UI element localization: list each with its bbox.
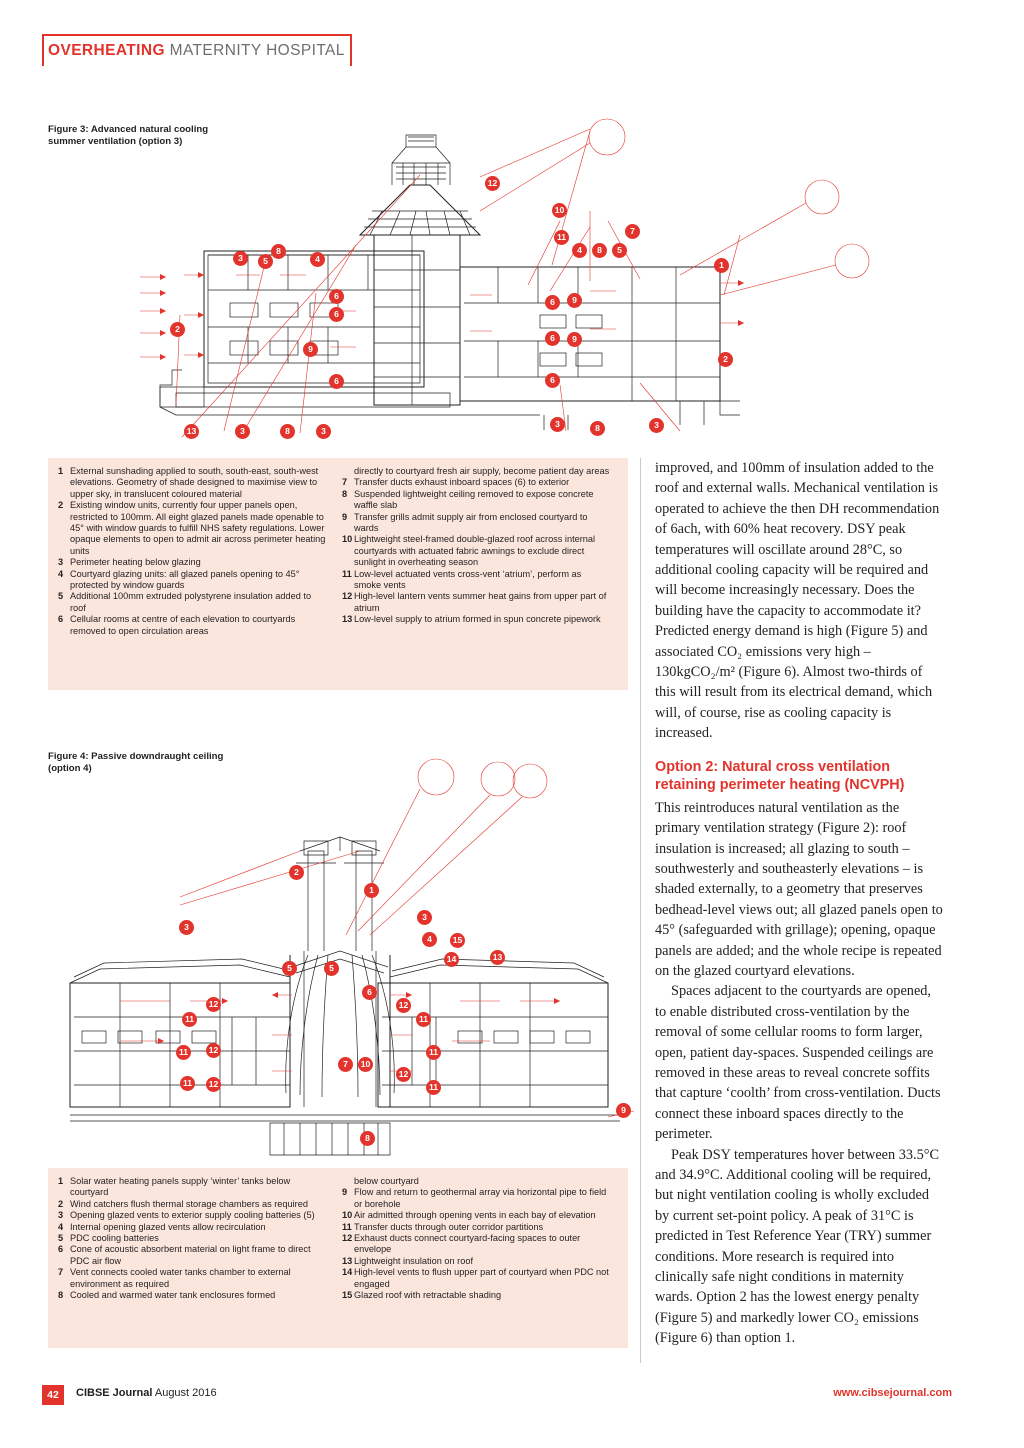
figure-3-key (48, 458, 628, 690)
article-paragraph-4: Peak DSY temperatures hover between 33.5°C and 34.9°C. Additional cooling will be required, but night ventilation cooling is wholly excluded by current set-point policy. A peak of 31°C is predicted in Test Reference Year (TRY) summer conditions. More research is required into clinically safe night conditions in maternity wards. Option 2 has the lowest energy penalty (Figure 5) and markedly lower CO₂ emissions (Figure 6) than option 1. (655, 1146, 940, 1347)
callout-9c: 9 (567, 332, 582, 347)
callout-3c: 3 (316, 424, 331, 439)
article-paragraph-1: improved, and 100mm of insulation added to the roof and external walls. Mechanical ventilation is operated to achieve the then DH recommendation of 6ach, with 60% heat recovery. DSY peak temperatures will oscillate around 28°C, so additional cooling capacity will be required and will become increasingly necessary. Does the building have the capacity to accommodate it? Predicted energy demand is high (Figure 5) and associated CO₂ emissions very high – 130kgCO₂/m² (Figure 6). Almost two-thirds of this will result from its electrical demand, which will, of course, rise as cooling capacity is increased. (655, 460, 940, 742)
callout-f4-8: 8 (360, 1131, 375, 1146)
key-item: 1 External sunshading applied to south, south-east, south-west elevations. Geometry of shade designed to maximise view to upper sky, in translucent coloured material (58, 466, 319, 499)
figure-3-key-column-right (342, 466, 610, 637)
callout-7: 7 (625, 224, 640, 239)
key-item: 10 Lightweight steel-framed double-glazed roof across internal courtyards with actuated fabric awnings to exclude direct sunlight in overheating season (342, 534, 596, 568)
callout-13: 13 (184, 424, 199, 439)
footer-issue-date: August 2016 (154, 1387, 217, 1399)
callout-6b: 6 (329, 307, 344, 322)
callout-8a: 8 (271, 244, 286, 259)
callout-11: 11 (554, 230, 569, 245)
header-rule-right (350, 34, 352, 66)
article-column (655, 458, 945, 1349)
callout-f4-10: 10 (358, 1057, 373, 1072)
callout-f4-11d: 11 (426, 1045, 441, 1060)
key-item: 7 Transfer ducts exhaust inboard spaces (6) to exterior (342, 477, 570, 488)
article-subheading: Option 2: Natural cross ventilation retaining perimeter heating (NCVPH) (655, 758, 905, 794)
callout-6e: 6 (329, 374, 344, 389)
callout-3e: 3 (649, 418, 664, 433)
callout-4a: 4 (310, 252, 325, 267)
callout-f4-13: 13 (490, 950, 505, 965)
callout-f4-11e: 11 (180, 1076, 195, 1091)
callout-3d: 3 (550, 417, 565, 432)
page-header (42, 34, 352, 66)
key-item: 12 Exhaust ducts connect courtyard-facing spaces to outer envelope (342, 1233, 581, 1255)
article-paragraph-2: This reintroduces natural ventilation as the primary ventilation strategy (Figure 2): roof insulation is increased; all glazing to south – southwesterly and southeasterly elevations – is shaded externally, to a geometry that preserves bedhead-level views out; all glazed panels open to 45° (safeguarded with grillage); opening, opaque panels are added; and the whole recipe is repeated on the glazed courtyard elevations. (655, 799, 943, 979)
key-item: 7 Vent connects cooled water tanks chamber to external environment as required (58, 1267, 291, 1289)
key-item: 13 Lightweight insulation on roof (342, 1255, 474, 1266)
callout-8b: 8 (592, 243, 607, 258)
callout-f4-11f: 11 (426, 1080, 441, 1095)
callout-8d: 8 (590, 421, 605, 436)
callout-2a: 2 (170, 322, 185, 337)
callout-3a: 3 (233, 251, 248, 266)
key-item: 11 Transfer ducts through outer corridor partitions (342, 1221, 544, 1232)
callout-6d: 6 (545, 331, 560, 346)
key-item: 11 Low-level actuated vents cross-vent ‘atrium’, perform as smoke vents (342, 568, 582, 591)
header-subtitle: MATERNITY HOSPITAL (169, 42, 345, 59)
column-divider (640, 458, 641, 1363)
figure-4-drawing (60, 755, 640, 1165)
callout-f4-15: 15 (450, 933, 465, 948)
footer-publication (76, 1387, 217, 1399)
key-item: 9 Transfer grills admit supply air from enclosed courtyard to wards (342, 511, 588, 534)
figure-3-key-column-left (58, 466, 326, 637)
key-item: 5 Additional 100mm extruded polystyrene insulation added to roof (58, 591, 312, 613)
key-item: directly to courtyard fresh air supply, become patient day areas (354, 466, 610, 476)
key-item: 14 High-level vents to flush upper part of courtyard when PDC not engaged (342, 1267, 609, 1289)
callout-5a: 5 (258, 254, 273, 269)
key-item: 3 Perimeter heating below glazing (58, 557, 201, 568)
figure-4-key-column-right (342, 1176, 610, 1301)
key-item: 4 Courtyard glazing units: all glazed panels opening to 45° protected by window guards (58, 568, 300, 591)
callout-f4-9: 9 (616, 1103, 631, 1118)
figure-4-key-column-left (58, 1176, 326, 1301)
key-item: 8 Suspended lightweight ceiling removed to expose concrete waffle slab (342, 488, 594, 511)
callout-f4-5a: 5 (282, 961, 297, 976)
callout-f4-12e: 12 (206, 1077, 221, 1092)
callout-f4-7: 7 (338, 1057, 353, 1072)
callout-f4-12c: 12 (206, 1043, 221, 1058)
footer-publication-name: CIBSE Journal (76, 1387, 153, 1399)
figure-3-caption: Figure 3: Advanced natural cooling summer ventilation (option 3) (48, 124, 209, 148)
callout-9a: 9 (303, 342, 318, 357)
key-item: 2 Existing window units, currently four upper panels open, restricted to 100mm. All eight glazed panels made openable to 45° with window guards to fulfill NHS safety regulations. Lower opaque elements to open to admit air across perimeter heating units (58, 500, 326, 556)
callout-10: 10 (552, 203, 567, 218)
key-item: 10 Air admitted through opening vents in each bay of elevation (342, 1210, 596, 1221)
key-item: 12 High-level lantern vents summer heat gains from upper part of atrium (342, 591, 607, 613)
callout-8c: 8 (280, 424, 295, 439)
callout-f4-4: 4 (422, 932, 437, 947)
key-item: 6 Cone of acoustic absorbent material on light frame to direct PDC air flow (58, 1244, 311, 1266)
key-item: 3 Opening glazed vents to exterior supply cooling batteries (5) (58, 1210, 315, 1221)
callout-f4-2: 2 (289, 865, 304, 880)
header-rule-top (42, 34, 352, 36)
header-rule-left (42, 34, 44, 66)
callout-f4-11b: 11 (416, 1012, 431, 1027)
footer-website-link[interactable]: www.cibsejournal.com (833, 1387, 952, 1399)
key-item: 1 Solar water heating panels supply ‘winter’ tanks below courtyard (58, 1176, 291, 1198)
callout-1: 1 (714, 258, 729, 273)
key-item: 9 Flow and return to geothermal array via horizontal pipe to field or borehole (342, 1187, 607, 1209)
key-item: 13 Low-level supply to atrium formed in spun concrete pipework (342, 614, 601, 625)
callout-6c: 6 (545, 295, 560, 310)
key-item: 4 Internal opening glazed vents allow recirculation (58, 1221, 266, 1232)
page-number: 42 (42, 1385, 64, 1405)
callout-5b: 5 (612, 243, 627, 258)
key-item: 15 Glazed roof with retractable shading (342, 1290, 502, 1301)
key-item: 6 Cellular rooms at centre of each elevation to courtyards removed to open circulation areas (58, 614, 296, 636)
header-keyword: OVERHEATING (48, 42, 165, 59)
figure-4-key (48, 1168, 628, 1348)
figure-4-caption: Figure 4: Passive downdraught ceiling (option 4) (48, 751, 224, 775)
key-item: 2 Wind catchers flush thermal storage chambers as required (58, 1198, 308, 1209)
key-item: below courtyard (354, 1176, 419, 1186)
callout-9b: 9 (567, 293, 582, 308)
callout-f4-11c: 11 (176, 1045, 191, 1060)
callout-f4-1: 1 (364, 883, 379, 898)
callout-f4-14: 14 (444, 952, 459, 967)
article-paragraph-3: Spaces adjacent to the courtyards are opened, to enable distributed cross-ventilation by the removal of some cellular rooms to form larger, open, patient day-spaces. Suspended ceilings are removed in these areas to reveal concrete soffits that capture ‘coolth’ from cross-ventilation. Ducts connect these inboard spaces directly to the perimeter. (655, 983, 941, 1143)
callout-4b: 4 (572, 243, 587, 258)
callout-f4-3a: 3 (179, 920, 194, 935)
callout-f4-3b: 3 (417, 910, 432, 925)
key-item: 5 PDC cooling batteries (58, 1233, 159, 1244)
callout-f4-11a: 11 (182, 1012, 197, 1027)
callout-f4-12a: 12 (206, 997, 221, 1012)
callout-f4-12d: 12 (396, 1067, 411, 1082)
figure-3-drawing (120, 115, 900, 445)
key-item: 8 Cooled and warmed water tank enclosures formed (58, 1290, 276, 1301)
callout-12: 12 (485, 176, 500, 191)
callout-f4-6: 6 (362, 985, 377, 1000)
callout-6f: 6 (545, 373, 560, 388)
callout-f4-12b: 12 (396, 998, 411, 1013)
callout-f4-5b: 5 (324, 961, 339, 976)
callout-6a: 6 (329, 289, 344, 304)
page-title (48, 42, 345, 60)
callout-2b: 2 (718, 352, 733, 367)
callout-3b: 3 (235, 424, 250, 439)
